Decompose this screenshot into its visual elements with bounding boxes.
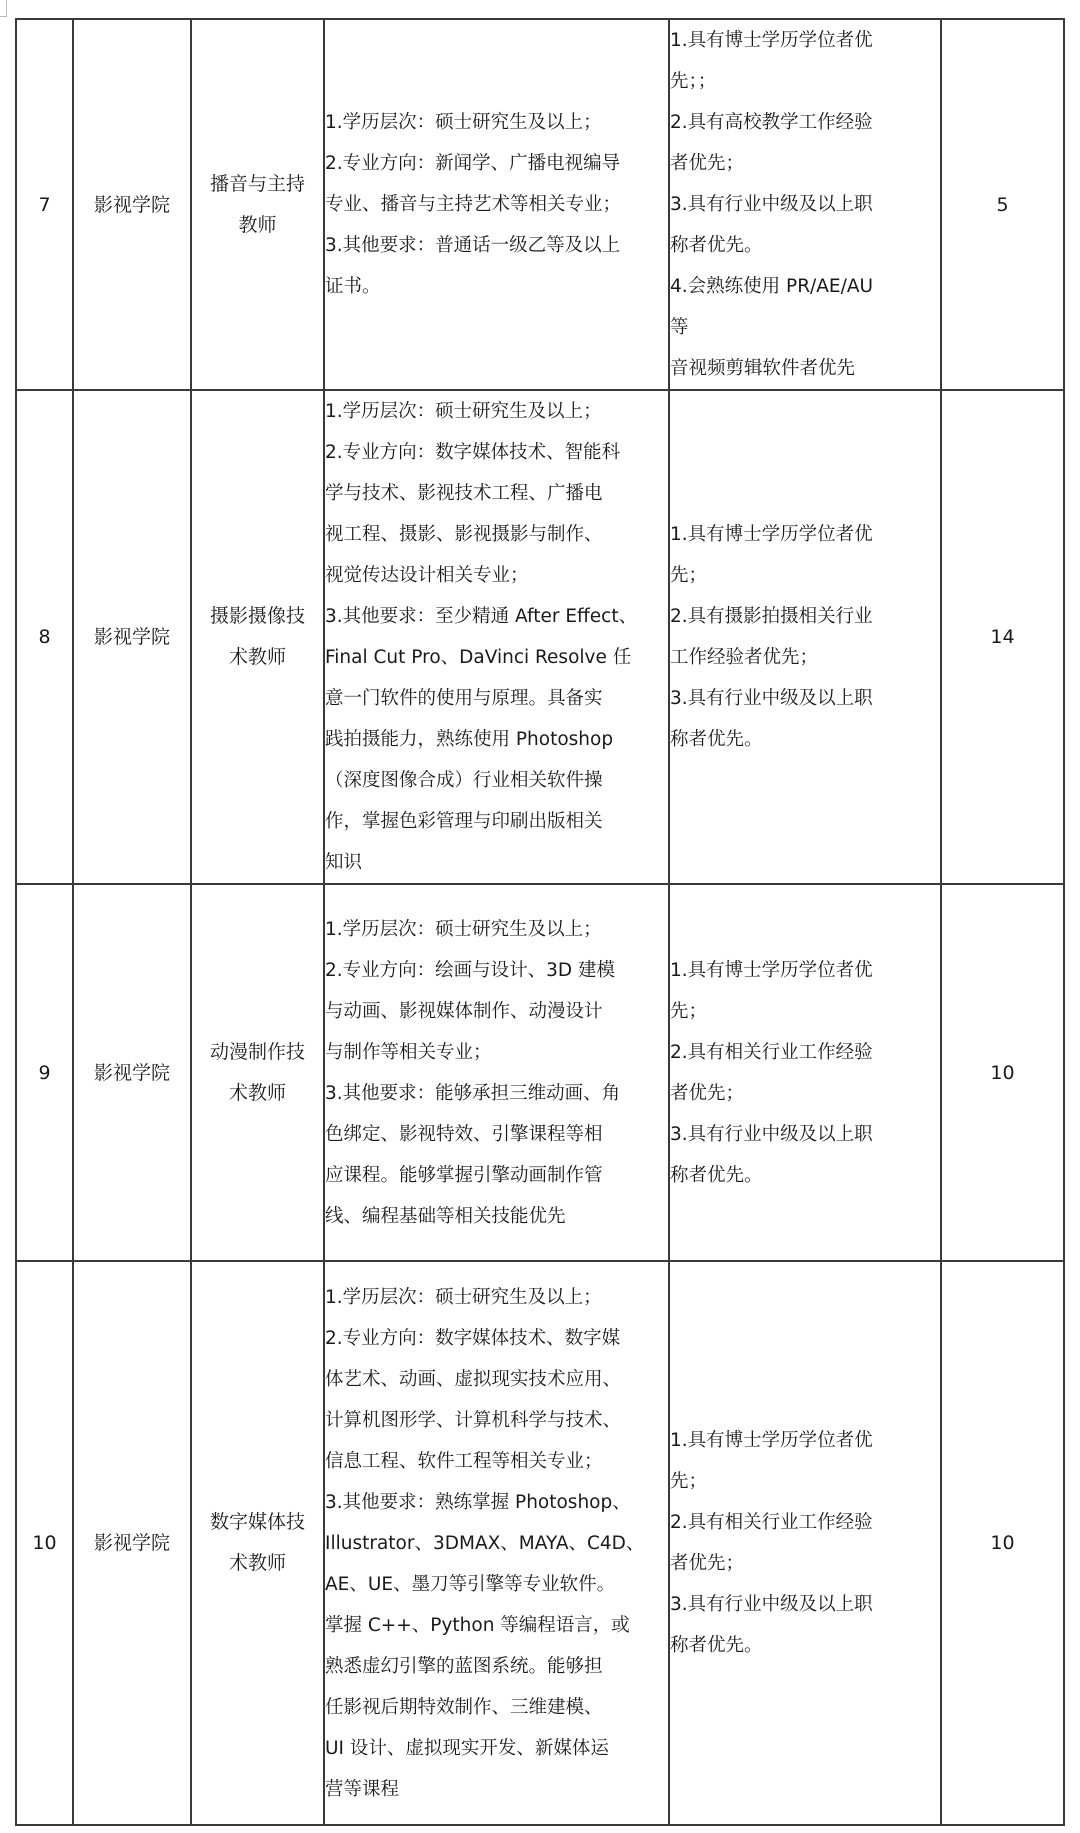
position-line: 术教师 [228, 1081, 286, 1104]
requirement-line: 体艺术、动画、虚拟现实技术应用、 [325, 1368, 622, 1390]
requirement-line: 践拍摄能力，熟练使用 Photoshop [325, 729, 614, 750]
headcount-cell: 10 [941, 884, 1064, 1261]
position-line: 播音与主持 [209, 172, 305, 195]
requirement-line: 2.专业方向：数字媒体技术、数字媒 [325, 1327, 621, 1349]
requirement-line: 3.其他要求：普通话一级乙等及以上 [325, 235, 621, 256]
preference-line: 称者优先。 [670, 1635, 763, 1656]
requirement-line: 视工程、摄影、影视摄影与制作、 [325, 524, 603, 545]
preference-line: 称者优先。 [670, 1164, 763, 1186]
preference-line: 者优先； [670, 153, 745, 174]
department-cell: 影视学院 [73, 19, 191, 390]
requirements-cell [324, 1261, 669, 1825]
preference-line: 4.会熟练使用 PR/AE/AU [670, 276, 874, 297]
preference-line: 称者优先。 [670, 729, 763, 750]
requirement-line: 1.学历层次：硕士研究生及以上； [325, 918, 602, 940]
requirement-line: （深度图像合成）行业相关软件操 [325, 770, 603, 791]
preference-line: 先； [670, 565, 708, 586]
preference-line: 音视频剪辑软件者优先 [670, 358, 856, 379]
requirements-cell [324, 390, 669, 884]
preference-line: 3.具有行业中级及以上职 [670, 688, 873, 709]
requirement-line: 3.其他要求：至少精通 After Effect、 [325, 606, 638, 627]
row-number: 7 [16, 19, 73, 390]
preferences-cell [669, 884, 941, 1261]
preference-line: 先；； [670, 71, 717, 92]
preference-line: 1.具有博士学历学位者优 [670, 30, 873, 51]
requirement-line: 知识 [325, 852, 363, 873]
requirement-line: 与制作等相关专业； [325, 1041, 492, 1063]
table-body [16, 19, 1064, 1825]
requirement-line: 3.其他要求：能够承担三维动画、角 [325, 1082, 621, 1104]
headcount-cell: 10 [941, 1261, 1064, 1825]
headcount-cell: 14 [941, 390, 1064, 884]
requirement-line: 任影视后期特效制作、三维建模、 [325, 1696, 603, 1718]
recruitment-table [15, 18, 1065, 1826]
table-row [16, 390, 1064, 884]
preference-line: 3.具有行业中级及以上职 [670, 1123, 873, 1145]
position-cell [191, 390, 324, 884]
requirement-line: AE、UE、墨刀等引擎等专业软件。 [325, 1573, 616, 1595]
position-line: 摄影摄像技 [209, 605, 305, 627]
requirement-line: 营等课程 [325, 1778, 400, 1800]
row-number: 9 [16, 884, 73, 1261]
requirement-line: 1.学历层次：硕士研究生及以上； [325, 1286, 602, 1308]
requirement-line: 线、编程基础等相关技能优先 [325, 1205, 566, 1227]
preference-line: 1.具有博士学历学位者优 [670, 524, 873, 545]
preference-line: 3.具有行业中级及以上职 [670, 1594, 873, 1615]
requirement-line: 2.专业方向：数字媒体技术、智能科 [325, 442, 621, 463]
preference-line: 3.具有行业中级及以上职 [670, 194, 873, 215]
requirement-line: 2.专业方向：绘画与设计、3D 建模 [325, 959, 616, 981]
requirement-line: 熟悉虚幻引擎的蓝图系统。能够担 [325, 1655, 603, 1677]
preference-line: 称者优先。 [670, 235, 763, 256]
position-line: 数字媒体技 [209, 1511, 305, 1533]
preferences-cell [669, 390, 941, 884]
preference-line: 1.具有博士学历学位者优 [670, 959, 873, 981]
position-line: 教师 [238, 213, 277, 236]
page-corner-mark [0, 0, 7, 17]
preferences-cell [669, 1261, 941, 1825]
department-cell: 影视学院 [73, 884, 191, 1261]
preference-line: 等 [670, 317, 689, 338]
preference-line: 者优先； [670, 1553, 745, 1574]
requirements-cell [324, 19, 669, 390]
requirement-line: 信息工程、软件工程等相关专业； [325, 1450, 603, 1472]
requirements-cell [324, 884, 669, 1261]
requirement-line: 证书。 [325, 276, 381, 297]
department-cell: 影视学院 [73, 390, 191, 884]
preference-line: 2.具有高校教学工作经验 [670, 112, 873, 133]
row-number: 8 [16, 390, 73, 884]
requirement-line: 与动画、影视媒体制作、动漫设计 [325, 1000, 603, 1022]
preference-line: 先； [670, 1000, 708, 1022]
table-row [16, 19, 1064, 390]
position-cell [191, 19, 324, 390]
preference-line: 2.具有相关行业工作经验 [670, 1512, 873, 1533]
requirement-line: 3.其他要求：熟练掌握 Photoshop、 [325, 1491, 631, 1513]
requirement-line: 作，掌握色彩管理与印刷出版相关 [325, 811, 603, 832]
requirement-line: 学与技术、影视技术工程、广播电 [325, 483, 603, 504]
requirement-line: 色绑定、影视特效、引擎课程等相 [325, 1123, 603, 1145]
requirement-line: 应课程。能够掌握引擎动画制作管 [325, 1164, 603, 1186]
position-line: 动漫制作技 [209, 1040, 305, 1063]
requirement-line: 1.学历层次：硕士研究生及以上； [325, 401, 602, 422]
department-cell: 影视学院 [73, 1261, 191, 1825]
preference-line: 2.具有摄影拍摄相关行业 [670, 606, 873, 627]
position-line: 术教师 [228, 1552, 286, 1574]
table-row [16, 1261, 1064, 1825]
position-line: 术教师 [228, 646, 286, 668]
requirement-line: Final Cut Pro、DaVinci Resolve 任 [325, 647, 632, 668]
row-number: 10 [16, 1261, 73, 1825]
requirement-line: 视觉传达设计相关专业； [325, 565, 529, 586]
requirement-line: 掌握 C++、Python 等编程语言，或 [325, 1614, 630, 1636]
headcount-cell: 5 [941, 19, 1064, 390]
preference-line: 先； [670, 1471, 708, 1492]
position-cell [191, 1261, 324, 1825]
requirement-line: Illustrator、3DMAX、MAYA、C4D、 [325, 1532, 645, 1554]
requirement-line: 意一门软件的使用与原理。具备实 [325, 688, 603, 709]
preference-line: 者优先； [670, 1082, 745, 1104]
preference-line: 1.具有博士学历学位者优 [670, 1430, 873, 1451]
requirement-line: 1.学历层次：硕士研究生及以上； [325, 112, 602, 133]
requirement-line: 专业、播音与主持艺术等相关专业； [325, 194, 622, 215]
requirement-line: 计算机图形学、计算机科学与技术、 [325, 1409, 622, 1431]
requirement-line: 2.专业方向：新闻学、广播电视编导 [325, 153, 621, 174]
requirement-line: UI 设计、虚拟现实开发、新媒体运 [325, 1737, 609, 1759]
preference-line: 2.具有相关行业工作经验 [670, 1041, 873, 1063]
position-cell [191, 884, 324, 1261]
table-row [16, 884, 1064, 1261]
preferences-cell [669, 19, 941, 390]
preference-line: 工作经验者优先； [670, 647, 819, 668]
